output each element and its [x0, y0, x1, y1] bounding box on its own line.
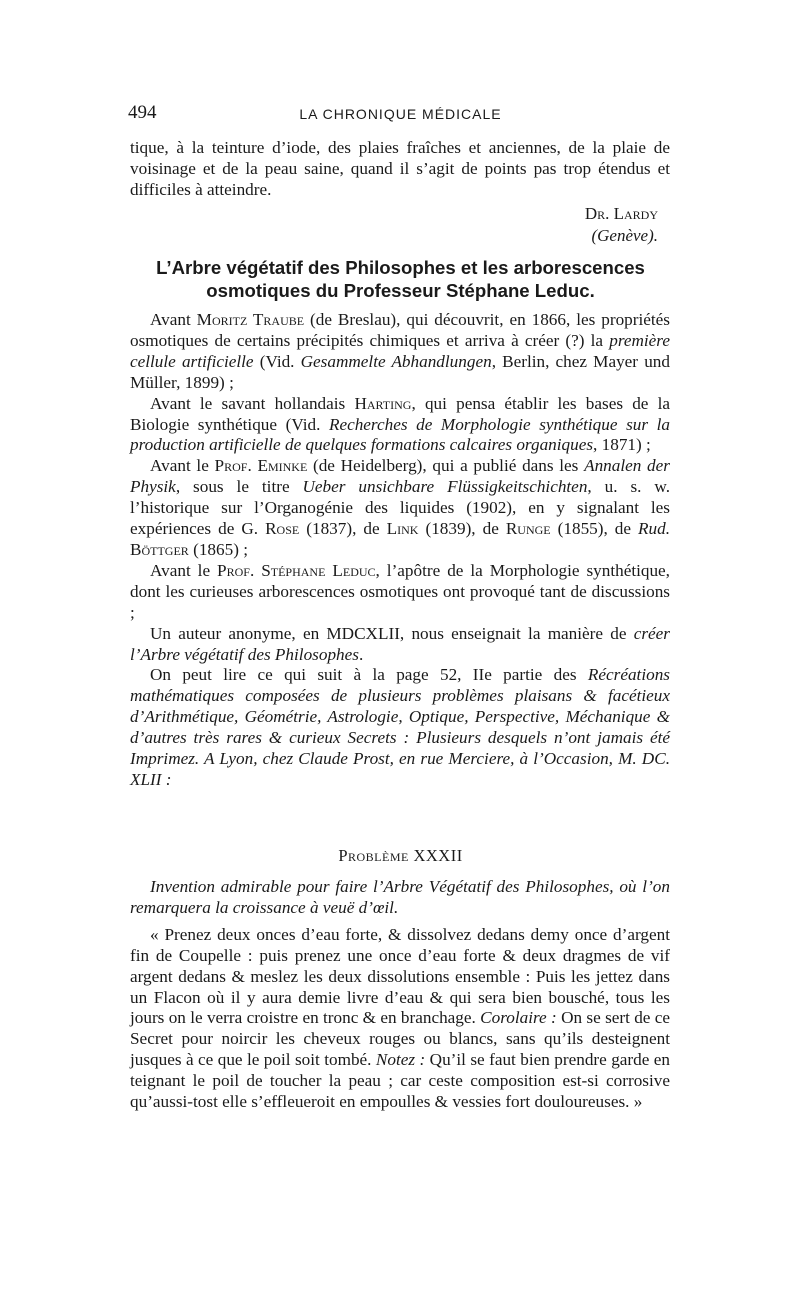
intro-paragraph: tique, à la teinture d’iode, des plaies fraîches et anciennes, de la plaie de voisinage et de la peau saine, quand il s’agit de points pas trop étendus et difficiles à atteindre.	[130, 138, 670, 199]
article-title-line1: L’Arbre végétatif des Philosophes et les arborescences	[156, 257, 645, 278]
paragraph-harting: Avant le savant hollandais Harting, qui pensa établir les bases de la Biologie synthétique (Vid. Recherches de Morphologie synthétique sur la production artificielle de quelques formations calcaires organiques, 1871) ;	[130, 393, 671, 455]
problem-subtitle: Invention admirable pour faire l’Arbre Végétatif des Philosophes, où l’on remarquera la croissance à veuë d’œil.	[130, 877, 670, 917]
page-number: 494	[128, 102, 157, 123]
article-title	[128, 256, 673, 302]
paragraph-leduc: Avant le Prof. Stéphane Leduc, l’apôtre de la Morphologie synthétique, dont les curieuses arborescences osmotiques ont provoqué tant de discussions ;	[130, 560, 670, 622]
intro-block	[130, 138, 670, 247]
problem-heading: Problème XXXII	[338, 846, 463, 865]
paragraph-traube: Avant Moritz Traube (de Breslau), qui découvrit, en 1866, les propriétés osmotiques de certains précipités chimiques et arriva à créer (?) la première cellule artificielle (Vid. Gesammelte Abhandlungen, Berlin, chez Mayer und Müller, 1899) ;	[130, 310, 670, 392]
article-body	[130, 310, 670, 791]
paragraph-recreations: On peut lire ce qui suit à la page 52, IIe partie des Récréations mathématiques composées de plusieurs problèmes plaisans & facétieux d’Arithmétique, Géométrie, Astrologie, Optique, Perspective, Méchanique & d’autres très rares & curieux Secrets : Plusieurs desquels n’ont jamais été Imprimez. A Lyon, chez Claude Prost, en rue Merciere, à l’Occasion, M. DC. XLII :	[130, 665, 670, 789]
problem-quote: « Prenez deux onces d’eau forte, & dissolvez dedans demy once d’argent fin de Coupelle : puis prenez une once d’eau forte & deux dragmes de vif argent dedans & meslez les deux dissolutions ensemble : Puis les jettez dans un Flacon où il y aura demie livre d’eau & qui sera bien bousché, tous les jours on le verra croistre en tronc & en branchage. Corolaire : On se sert de ce Secret pour noircir les cheveux rouges ou blancs, sans qu’ils desteignent jusques à ce que le poil soit tombé. Notez : Qu’il se faut bien prendre garde en teignant le poil de toucher la peau ; car ceste composition est-si corrosive qu’aussi-tost elle s’effleueroit en empoulles & vessies fort douloureuses. »	[130, 924, 671, 1112]
signature-place: (Genève).	[591, 225, 658, 245]
journal-title: LA CHRONIQUE MÉDICALE	[299, 106, 502, 122]
paragraph-eminke: Avant le Prof. Eminke (de Heidelberg), qui a publié dans les Annalen der Physik, sous le titre Ueber unsichbare Flüssigkeitschichten, u. s. w. l’historique sur l’Organogénie des liquides (1902), en y signalant les expériences de G. Rose (1837), de Link (1839), de Runge (1855), de Rud. Böttger (1865) ;	[130, 456, 671, 559]
problem-body	[130, 877, 670, 1113]
article-title-line2: osmotiques du Professeur Stéphane Leduc.	[206, 280, 595, 301]
signature-name: Dr. Lardy	[584, 203, 658, 223]
running-head	[128, 102, 673, 128]
paragraph-anonyme: Un auteur anonyme, en MDCXLII, nous enseignait la manière de créer l’Arbre végétatif des Philosophes.	[130, 623, 670, 664]
